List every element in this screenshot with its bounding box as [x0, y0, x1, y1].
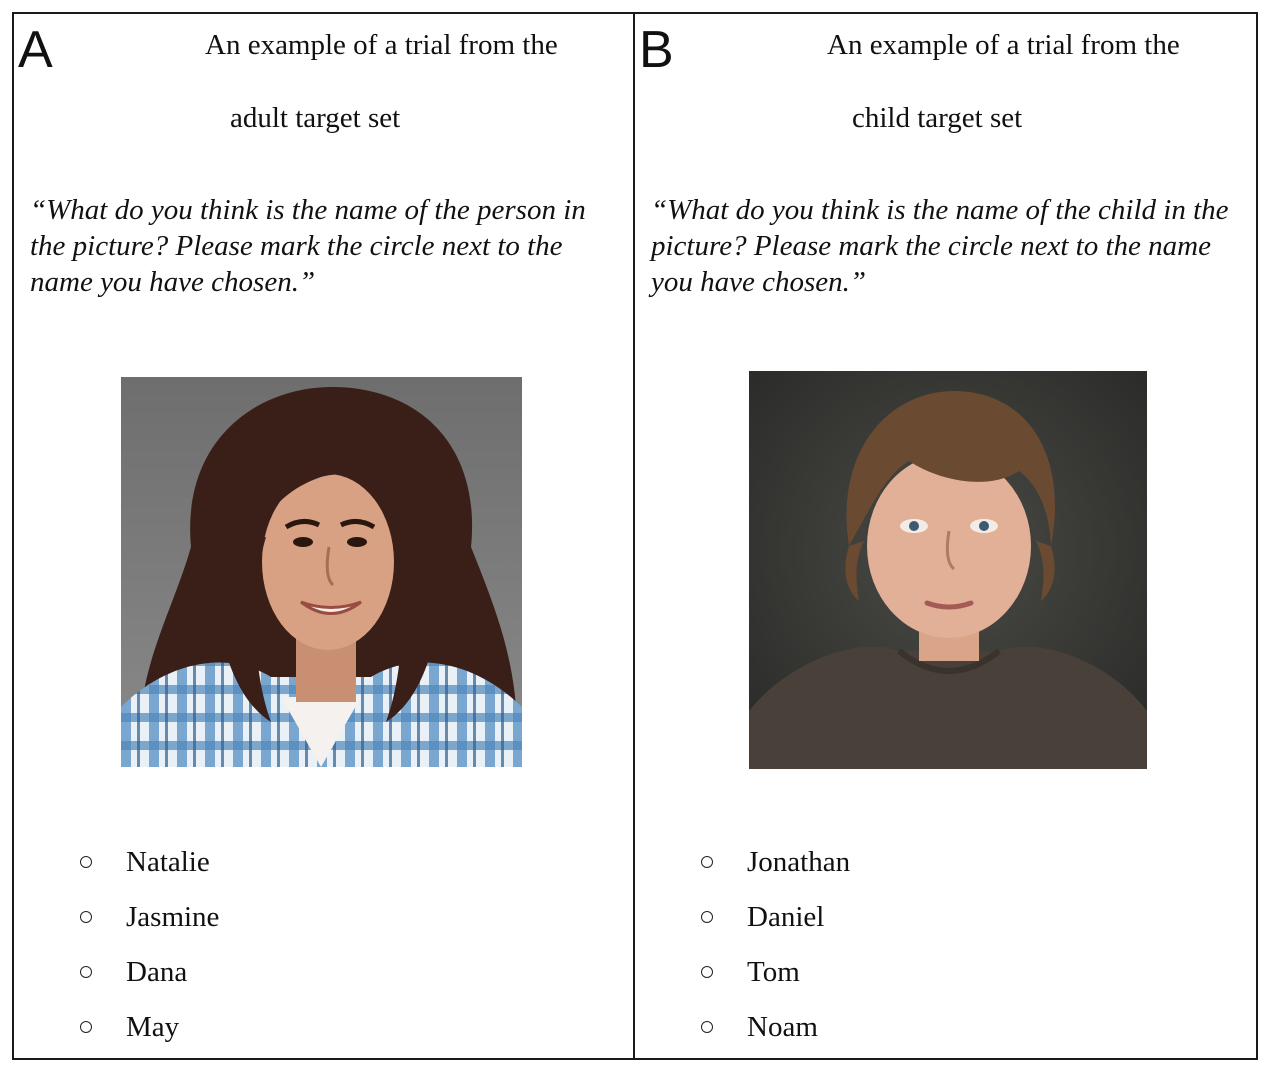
radio-circle-icon[interactable] [80, 856, 92, 868]
option-label: Jasmine [126, 900, 220, 933]
option-label: Daniel [747, 900, 825, 933]
target-photo-adult [121, 377, 522, 767]
option-tom[interactable] [701, 944, 850, 999]
option-dana[interactable] [80, 944, 219, 999]
radio-circle-icon[interactable] [701, 911, 713, 923]
option-label: Jonathan [747, 845, 851, 878]
option-may[interactable] [80, 999, 219, 1054]
option-jasmine[interactable] [80, 889, 219, 944]
panel-a [14, 14, 633, 1058]
radio-circle-icon[interactable] [701, 966, 713, 978]
panel-title-line1: An example of a trial from the [205, 29, 558, 61]
panel-title-line2: child target set [852, 102, 1023, 134]
radio-circle-icon[interactable] [80, 966, 92, 978]
option-noam[interactable] [701, 999, 850, 1054]
option-label: Dana [126, 955, 188, 988]
option-label: Tom [747, 955, 800, 988]
panel-title-line1: An example of a trial from the [827, 29, 1180, 61]
name-options [701, 834, 850, 1054]
option-natalie[interactable] [80, 834, 219, 889]
name-options [80, 834, 219, 1054]
portrait-boy-illustration [749, 371, 1147, 769]
panel-letter: B [639, 21, 674, 79]
option-jonathan[interactable] [701, 834, 850, 889]
option-daniel[interactable] [701, 889, 850, 944]
radio-circle-icon[interactable] [701, 856, 713, 868]
radio-circle-icon[interactable] [80, 911, 92, 923]
target-photo-child [749, 371, 1147, 769]
panel-b [635, 14, 1256, 1058]
panel-title-line2: adult target set [230, 102, 401, 134]
instruction-text: “What do you think is the name of the person in the picture? Please mark the circle next to the name you have chosen.” [30, 194, 586, 298]
option-label: Natalie [126, 845, 210, 878]
panel-letter: A [18, 21, 53, 79]
option-label: May [126, 1010, 180, 1043]
radio-circle-icon[interactable] [701, 1021, 713, 1033]
option-label: Noam [747, 1010, 818, 1043]
radio-circle-icon[interactable] [80, 1021, 92, 1033]
portrait-woman-illustration [121, 377, 522, 767]
instruction-text: “What do you think is the name of the child in the picture? Please mark the circle next to the name you have chosen.” [651, 194, 1229, 298]
